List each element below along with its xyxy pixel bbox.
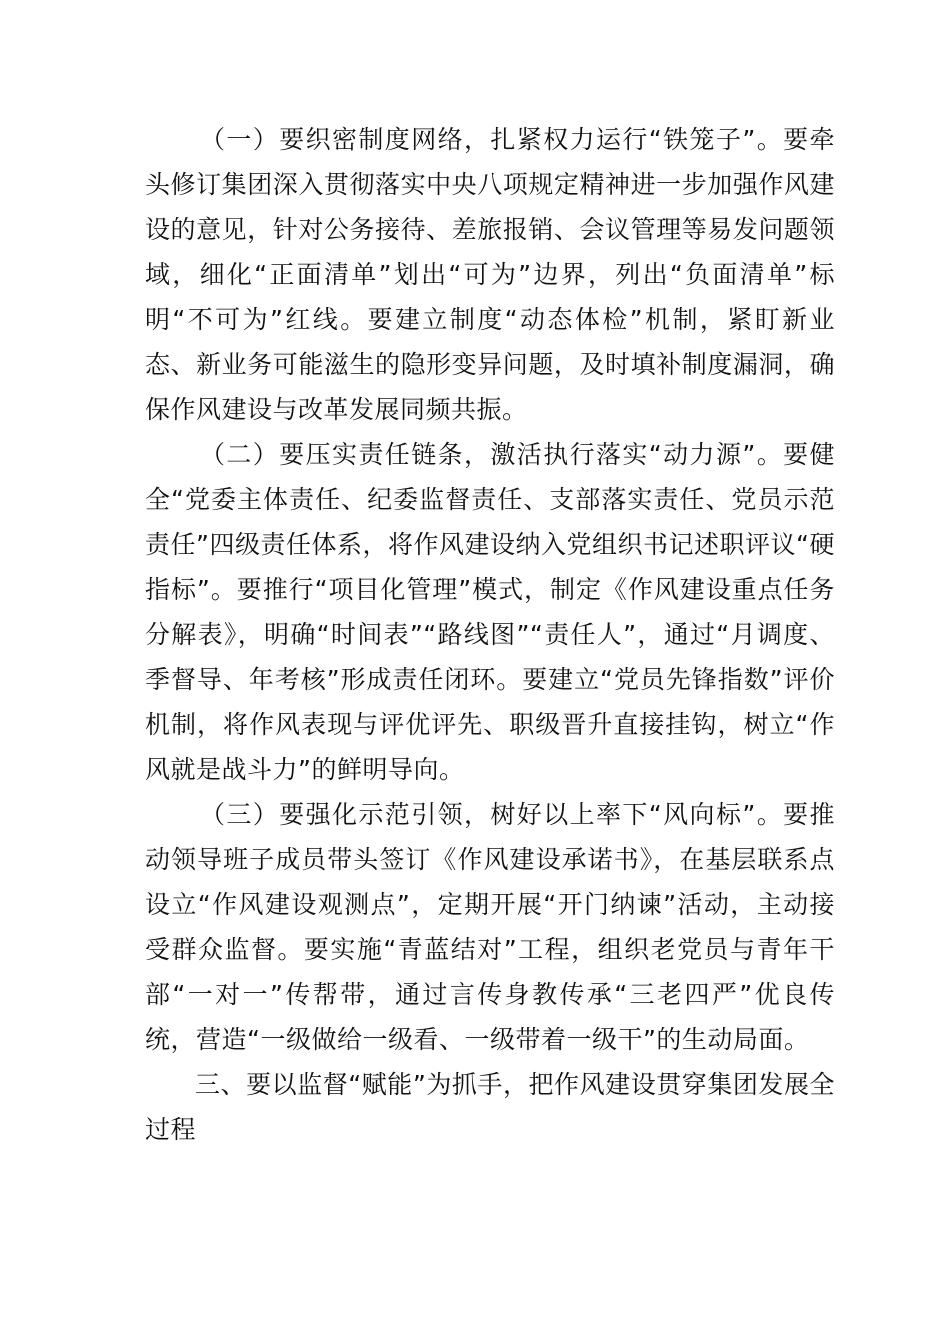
paragraph-1: （一）要织密制度网络，扎紧权力运行“铁笼子”。要牵头修订集团深入贯彻落实中央八项规定精神进一步加强作风建设的意见，针对公务接待、差旅报销、会议管理等易发问题领域，细化“正面清单”划出“可为”边界，列出“负面清单”标明“不可为”红线。要建立制度“动态体检”机制，紧盯新业态、新业务可能滋生的隐形变异问题，及时填补制度漏洞，确保作风建设与改革发展同频共振。: [145, 125, 835, 424]
paragraph-2: （二）要压实责任链条，激活执行落实“动力源”。要健全“党委主体责任、纪委监督责任、支部落实责任、党员示范责任”四级责任体系，将作风建设纳入党组织书记述职评议“硬指标”。要推行“项目化管理”模式，制定《作风建设重点任务分解表》，明确“时间表”“路线图”“责任人”，通过“月调度、季督导、年考核”形成责任闭环。要建立“党员先锋指数”评价机制，将作风表现与评优评先、职级晋升直接挂钩，树立“作风就是战斗力”的鲜明导向。: [145, 440, 835, 784]
section-heading: 三、要以监督“赋能”为抓手，把作风建设贯穿集团发展全过程: [145, 1070, 835, 1144]
paragraph-3: （三）要强化示范引领，树好以上率下“风向标”。要推动领导班子成员带头签订《作风建设承诺书》，在基层联系点设立“作风建设观测点”，定期开展“开门纳谏”活动，主动接受群众监督。要实施“青蓝结对”工程，组织老党员与青年干部“一对一”传帮带，通过言传身教传承“三老四严”优良传统，营造“一级做给一级看、一级带着一级干”的生动局面。: [145, 800, 835, 1054]
document-body: [145, 117, 835, 1152]
